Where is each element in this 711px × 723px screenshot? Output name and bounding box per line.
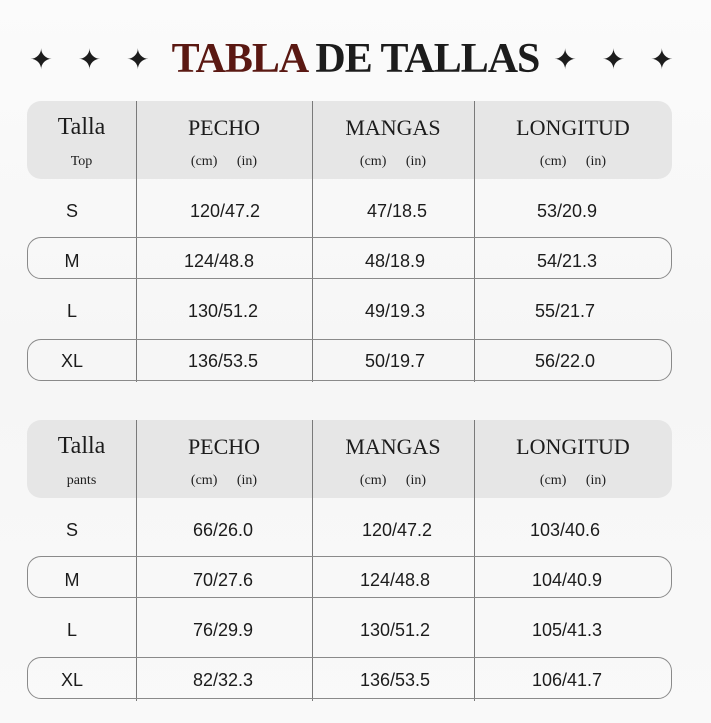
mangas-value: 124/48.8 — [359, 570, 431, 590]
mangas-value: 50/19.7 — [364, 351, 426, 371]
pecho-value: 124/48.8 — [183, 251, 255, 271]
size-label: L — [66, 620, 77, 640]
header-pecho-unit: (cm) (in) — [190, 473, 258, 488]
pecho-value: 120/47.2 — [189, 201, 261, 221]
size-label: M — [64, 570, 80, 590]
longitud-value: 55/21.7 — [534, 301, 596, 321]
size-label: XL — [60, 670, 84, 690]
header-longitud-unit: (cm) (in) — [539, 473, 607, 488]
mangas-value: 49/19.3 — [364, 301, 426, 321]
mangas-value: 136/53.5 — [359, 670, 431, 690]
mangas-value: 120/47.2 — [361, 520, 433, 540]
longitud-value: 104/40.9 — [531, 570, 603, 590]
header-talla-sub: pants — [66, 473, 97, 488]
longitud-value: 53/20.9 — [536, 201, 598, 221]
pecho-value: 66/26.0 — [192, 520, 254, 540]
header-longitud: LONGITUD — [516, 434, 630, 459]
size-label: S — [65, 520, 78, 540]
longitud-value: 56/22.0 — [534, 351, 596, 371]
mangas-value: 130/51.2 — [359, 620, 431, 640]
size-label: XL — [60, 351, 84, 371]
longitud-value: 106/41.7 — [531, 670, 603, 690]
header-longitud: LONGITUD — [516, 115, 630, 140]
star-decoration-icon: ✦ ✦ ✦ — [29, 42, 158, 76]
longitud-value: 103/40.6 — [529, 520, 601, 540]
page-title — [0, 34, 711, 84]
pecho-value: 76/29.9 — [192, 620, 254, 640]
title-text — [172, 35, 540, 83]
mangas-value: 48/18.9 — [364, 251, 426, 271]
header-mangas: MANGAS — [345, 434, 441, 459]
header-mangas-unit: (cm) (in) — [359, 154, 427, 169]
longitud-value: 54/21.3 — [536, 251, 598, 271]
title-part-2: DE TALLAS — [315, 36, 540, 82]
size-label: S — [65, 201, 78, 221]
header-talla: Talla — [57, 433, 106, 459]
mangas-value: 47/18.5 — [366, 201, 428, 221]
header-pecho-unit: (cm) (in) — [190, 154, 258, 169]
pecho-value: 70/27.6 — [192, 570, 254, 590]
star-decoration-icon: ✦ ✦ ✦ — [553, 42, 682, 76]
header-talla: Talla — [57, 114, 106, 140]
header-mangas: MANGAS — [345, 115, 441, 140]
size-label: L — [66, 301, 77, 321]
size-label: M — [64, 251, 80, 271]
header-pecho: PECHO — [187, 434, 261, 459]
pecho-value: 136/53.5 — [187, 351, 259, 371]
pecho-value: 130/51.2 — [187, 301, 259, 321]
longitud-value: 105/41.3 — [531, 620, 603, 640]
pecho-value: 82/32.3 — [192, 670, 254, 690]
header-mangas-unit: (cm) (in) — [359, 473, 427, 488]
header-talla-sub: Top — [70, 154, 93, 169]
header-longitud-unit: (cm) (in) — [539, 154, 607, 169]
header-pecho: PECHO — [187, 115, 261, 140]
title-part-1: TABLA — [171, 36, 306, 82]
